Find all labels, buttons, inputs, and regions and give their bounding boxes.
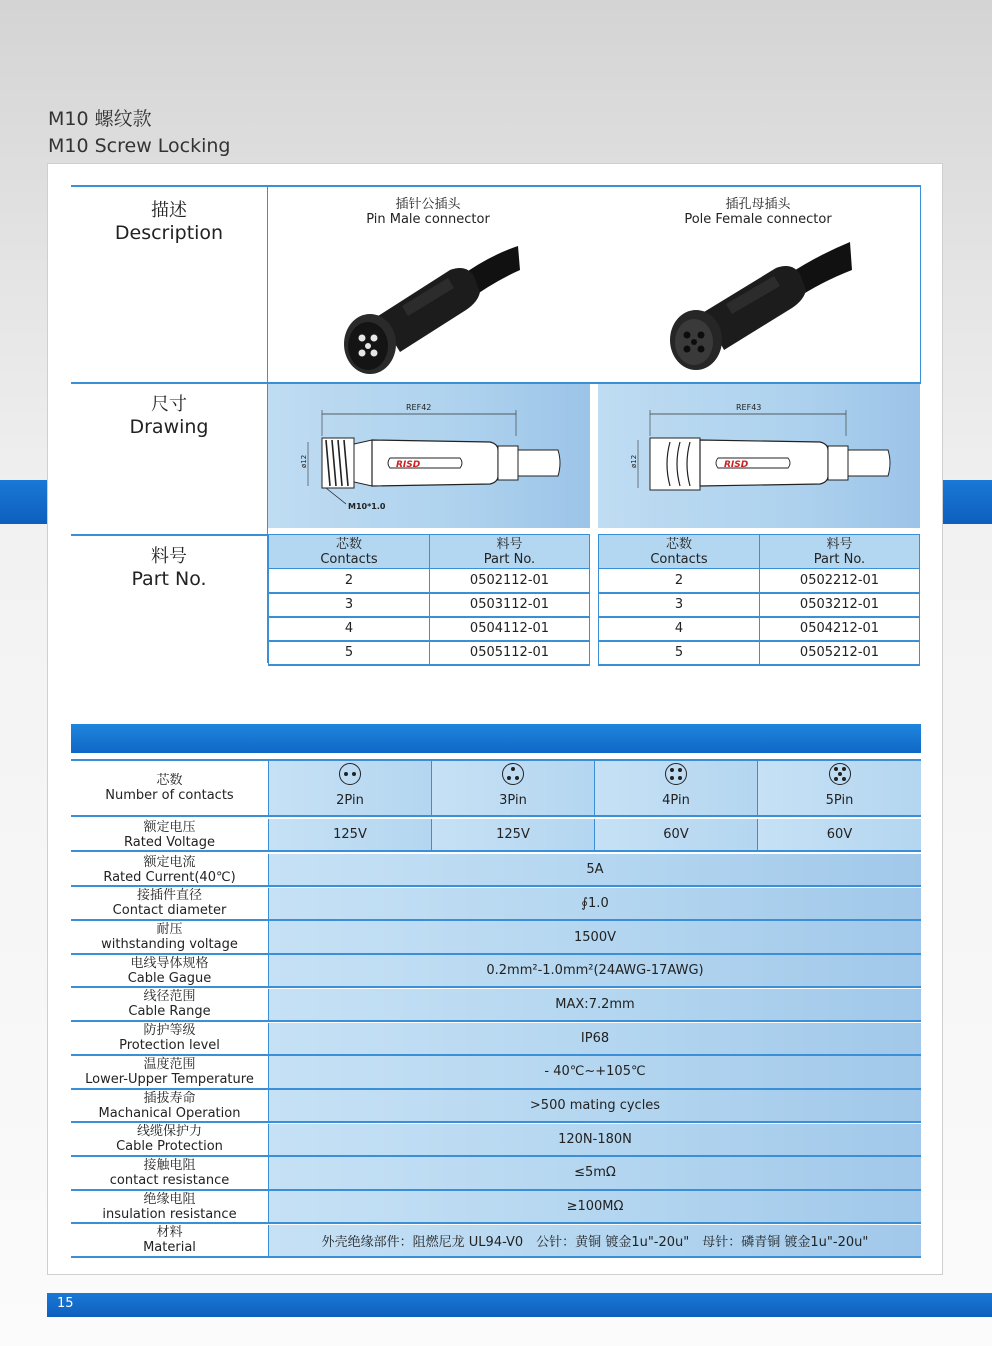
part-no-label: 料号 Part No. <box>131 546 207 590</box>
table-header <box>269 535 590 569</box>
spec-row <box>71 1056 921 1089</box>
divider <box>71 185 921 187</box>
voltage-label: 额定电压 Rated Voltage <box>124 819 215 850</box>
contacts-cell: 3 <box>269 593 430 617</box>
spec-row <box>71 1225 921 1258</box>
part-cell: 0504112-01 <box>430 617 590 641</box>
spec-label: 电线导体规格 Cable Gague <box>127 955 212 986</box>
contacts-cell: 5 <box>599 641 760 665</box>
table-row <box>269 617 590 641</box>
4pin-icon <box>665 763 687 785</box>
drawing-label: 尺寸 Drawing <box>129 394 209 438</box>
side-band-left <box>0 480 48 524</box>
contacts-cell: 2 <box>269 569 430 593</box>
contacts-header: 芯数 Contacts <box>269 535 430 569</box>
spec-value: 1500V <box>268 921 921 952</box>
table-row <box>599 641 920 665</box>
spec-value: ∮1.0 <box>268 888 921 919</box>
spec-row <box>71 989 921 1022</box>
spec-value: 120N-180N <box>268 1124 921 1155</box>
voltage-cell: 60V <box>757 819 921 850</box>
pin-cell: 2Pin <box>268 761 431 815</box>
table-row <box>599 617 920 641</box>
divider <box>71 534 268 536</box>
spec-value: ≥100MΩ <box>268 1191 921 1222</box>
female-brand-logo: RISD <box>724 460 749 470</box>
male-drawing <box>268 384 590 528</box>
spec-label: 绝缘电阻 insulation resistance <box>102 1191 237 1222</box>
5pin-icon <box>829 763 851 785</box>
spec-label: 接插件直径 Contact diameter <box>112 888 227 919</box>
female-connector-image <box>666 236 856 376</box>
contacts-cell: 4 <box>599 617 760 641</box>
spec-label: 线径范围 Cable Range <box>128 989 211 1020</box>
voltage-cell: 125V <box>431 819 594 850</box>
contacts-header: 芯数 Contacts <box>599 535 760 569</box>
divider <box>920 186 921 382</box>
voltage-cell: 60V <box>594 819 757 850</box>
female-part-table <box>598 534 920 666</box>
part-cell: 0503112-01 <box>430 593 590 617</box>
part-header: 料号 Part No. <box>760 535 920 569</box>
spec-row <box>71 1124 921 1157</box>
side-band-right <box>943 480 992 524</box>
page-number: 15 <box>57 1296 74 1311</box>
male-connector-caption: 插针公插头 Pin Male connector <box>366 197 490 227</box>
table-row <box>269 593 590 617</box>
pin-cell: 4Pin <box>594 761 757 815</box>
male-brand-logo: RISD <box>396 460 421 470</box>
spec-row <box>71 955 921 988</box>
contacts-values <box>268 761 921 815</box>
spec-label: 接触电阻 contact resistance <box>109 1157 230 1188</box>
contacts-cell: 4 <box>269 617 430 641</box>
spec-value: IP68 <box>268 1023 921 1054</box>
part-header: 料号 Part No. <box>430 535 590 569</box>
spec-label: 耐压 withstanding voltage <box>101 922 238 953</box>
spec-value: 5A <box>268 854 921 885</box>
male-dia-dim: ø12 <box>300 454 308 468</box>
spec-value: - 40℃~+105℃ <box>268 1056 921 1087</box>
spec-row <box>71 1157 921 1190</box>
title-zh: M10 螺纹款 <box>48 108 152 130</box>
contacts-cell: 2 <box>599 569 760 593</box>
spec-row <box>71 1191 921 1224</box>
male-part-table <box>268 534 590 666</box>
female-drawing <box>598 384 920 528</box>
contacts-label: 芯数 Number of contacts <box>105 773 234 803</box>
spec-label: 插拔寿命 Machanical Operation <box>98 1090 241 1121</box>
part-cell: 0504212-01 <box>760 617 920 641</box>
female-drawing-svg <box>598 384 920 528</box>
page-number-bar <box>47 1293 992 1317</box>
spec-row <box>71 854 921 887</box>
male-drawing-svg <box>268 384 590 528</box>
page-title <box>48 106 231 160</box>
spec-value: MAX:7.2mm <box>268 989 921 1020</box>
table-header <box>599 535 920 569</box>
spec-row <box>71 888 921 921</box>
male-thread-dim: M10*1.0 <box>348 502 386 511</box>
spec-value: ≤5mΩ <box>268 1157 921 1188</box>
female-dia-dim: ø12 <box>630 454 638 468</box>
contacts-row <box>71 761 921 817</box>
spec-label: 温度范围 Lower-Upper Temperature <box>85 1056 254 1087</box>
spec-row <box>71 921 921 954</box>
2pin-icon <box>339 763 361 785</box>
spec-row <box>71 1023 921 1056</box>
contacts-cell: 5 <box>269 641 430 665</box>
spec-label: 线缆保护力 Cable Protection <box>116 1124 223 1155</box>
spec-label: 材料 Material <box>143 1225 196 1256</box>
female-connector-caption: 插孔母插头 Pole Female connector <box>684 197 832 227</box>
table-row <box>599 569 920 593</box>
pin-cell: 5Pin <box>757 761 921 815</box>
voltage-values <box>268 819 921 850</box>
table-row <box>269 641 590 665</box>
spec-row <box>71 1090 921 1123</box>
spec-label: 防护等级 Protection level <box>119 1023 220 1054</box>
part-cell: 0502212-01 <box>760 569 920 593</box>
3pin-icon <box>502 763 524 785</box>
voltage-row <box>71 819 921 852</box>
table-row <box>269 569 590 593</box>
voltage-cell: 125V <box>268 819 431 850</box>
spec-value: 外壳绝缘部件：阻燃尼龙 UL94-V0 公针：黄铜 镀金1u"-20u" 母针：磷青铜 镀金1u"-20u" <box>268 1225 921 1256</box>
part-cell: 0502112-01 <box>430 569 590 593</box>
part-cell: 0505212-01 <box>760 641 920 665</box>
female-ref-dim: REF43 <box>736 403 762 412</box>
pin-cell: 3Pin <box>431 761 594 815</box>
part-cell: 0503212-01 <box>760 593 920 617</box>
spec-label: 额定电流 Rated Current(40℃) <box>103 854 236 885</box>
spec-header-bar <box>71 724 921 753</box>
spec-card <box>47 163 943 1275</box>
description-label: 描述 Description <box>114 200 224 244</box>
male-connector-image <box>338 236 528 376</box>
title-en: M10 Screw Locking <box>48 135 231 157</box>
contacts-cell: 3 <box>599 593 760 617</box>
spec-value: >500 mating cycles <box>268 1090 921 1121</box>
part-cell: 0505112-01 <box>430 641 590 665</box>
spec-value: 0.2mm²-1.0mm²(24AWG-17AWG) <box>268 955 921 986</box>
male-ref-dim: REF42 <box>406 403 432 412</box>
table-row <box>599 593 920 617</box>
